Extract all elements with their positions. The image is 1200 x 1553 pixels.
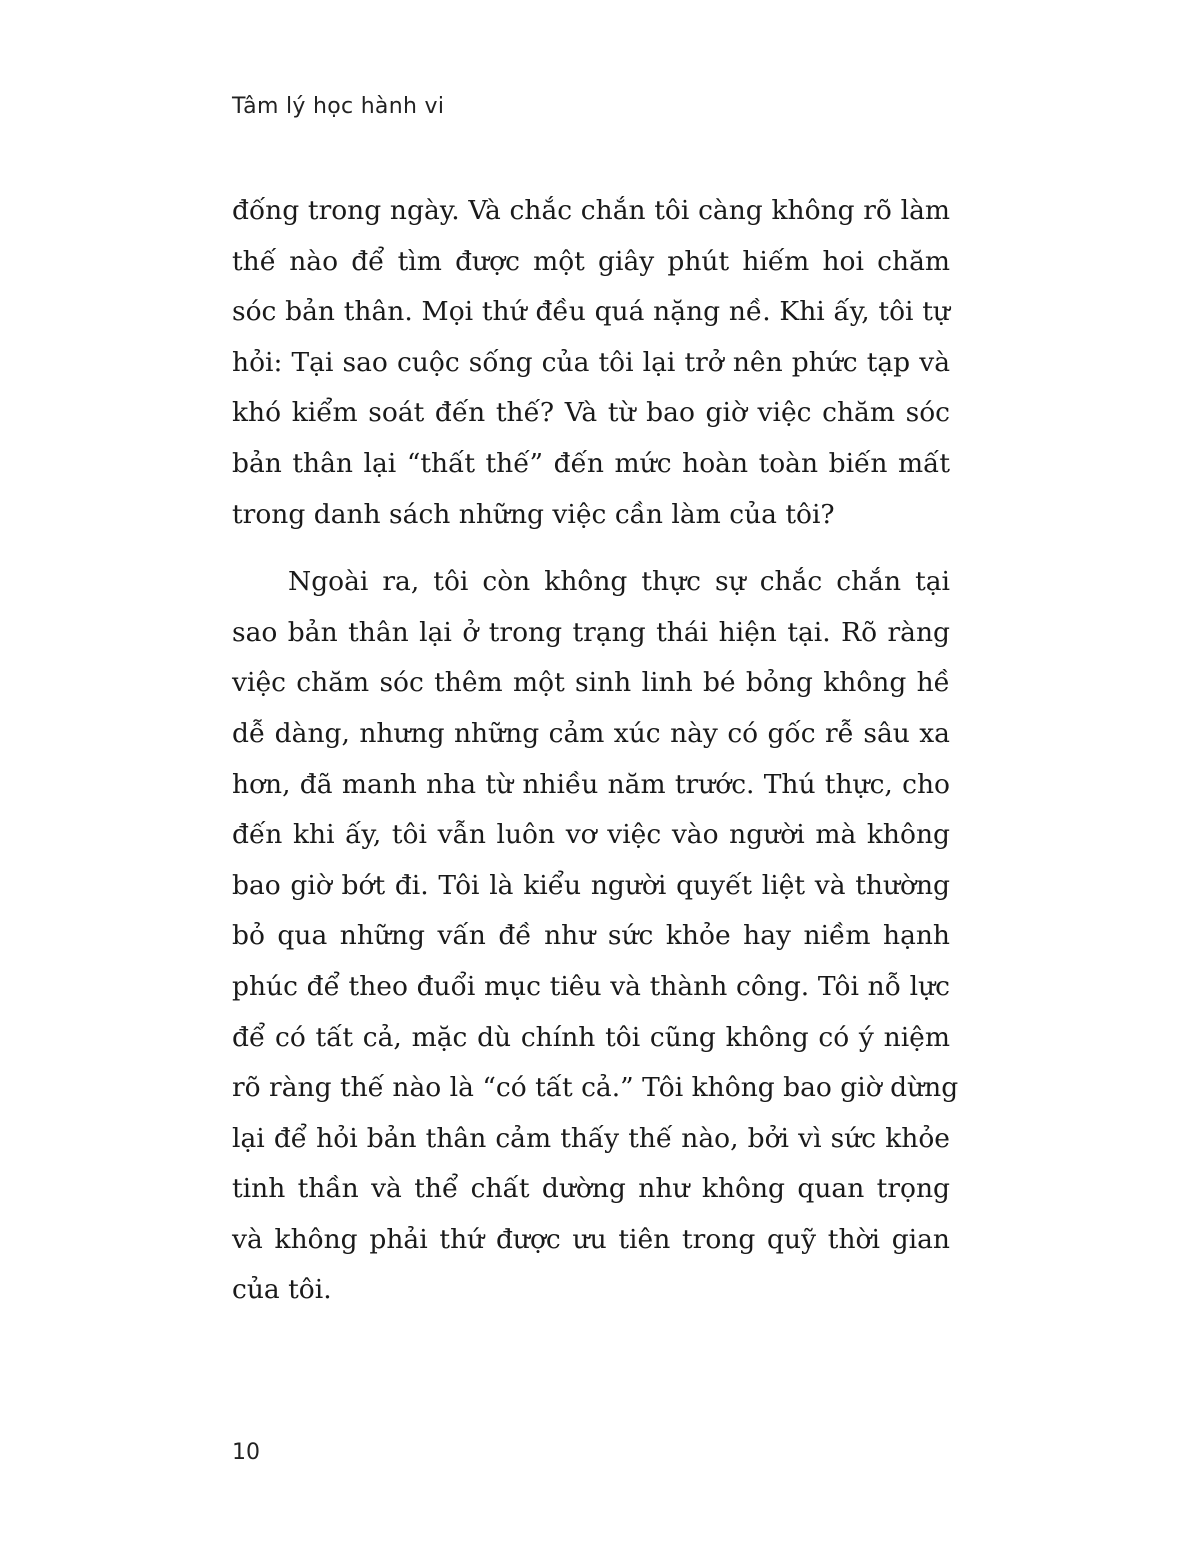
text-line: đống trong ngày. Và chắc chắn tôi càng không rõ làm [232,195,950,226]
text-line: bỏ qua những vấn đề như sức khỏe hay niềm hạnh [232,920,950,952]
text-line: bản thân lại “thất thế” đến mức hoàn toàn biến mất [232,447,950,479]
text-line: Ngoài ra, tôi còn không thực sự chắc chắn tại [288,566,950,598]
text-line: đến khi ấy, tôi vẫn luôn vơ việc vào người mà không [232,819,950,851]
paragraph [232,557,959,1316]
text-line: sao bản thân lại ở trong trạng thái hiện tại. Rõ ràng [232,616,950,648]
text-line: lại để hỏi bản thân cảm thấy thế nào, bởi vì sức khỏe [232,1122,950,1154]
text-line: hỏi: Tại sao cuộc sống của tôi lại trở nên phức tạp và [232,346,950,378]
text-line: bao giờ bớt đi. Tôi là kiểu người quyết liệt và thường [232,869,950,901]
text-line: dễ dàng, nhưng những cảm xúc này có gốc rễ sâu xa [232,717,950,749]
body-text [232,186,959,1316]
text-line: hơn, đã manh nha từ nhiều năm trước. Thú thực, cho [232,768,950,800]
page-number: 10 [232,1440,260,1465]
text-line: việc chăm sóc thêm một sinh linh bé bỏng không hề [232,667,950,699]
text-line: tinh thần và thể chất dường như không quan trọng [232,1173,950,1205]
text-line: trong danh sách những việc cần làm của tôi? [232,498,835,530]
text-line: sóc bản thân. Mọi thứ đều quá nặng nề. Khi ấy, tôi tự [232,296,950,328]
running-header: Tâm lý học hành vi [232,94,445,119]
text-line: của tôi. [232,1274,332,1306]
paragraph [232,186,950,540]
text-line: và không phải thứ được ưu tiên trong quỹ thời gian [232,1223,950,1255]
text-line: thế nào để tìm được một giây phút hiếm hoi chăm [232,245,950,277]
text-line: để có tất cả, mặc dù chính tôi cũng không có ý niệm [232,1021,950,1053]
text-line: rõ ràng thế nào là “có tất cả.” Tôi không bao giờ dừng [232,1072,959,1104]
text-line: phúc để theo đuổi mục tiêu và thành công. Tôi nỗ lực [232,970,950,1002]
text-line: khó kiểm soát đến thế? Và từ bao giờ việc chăm sóc [232,397,950,429]
